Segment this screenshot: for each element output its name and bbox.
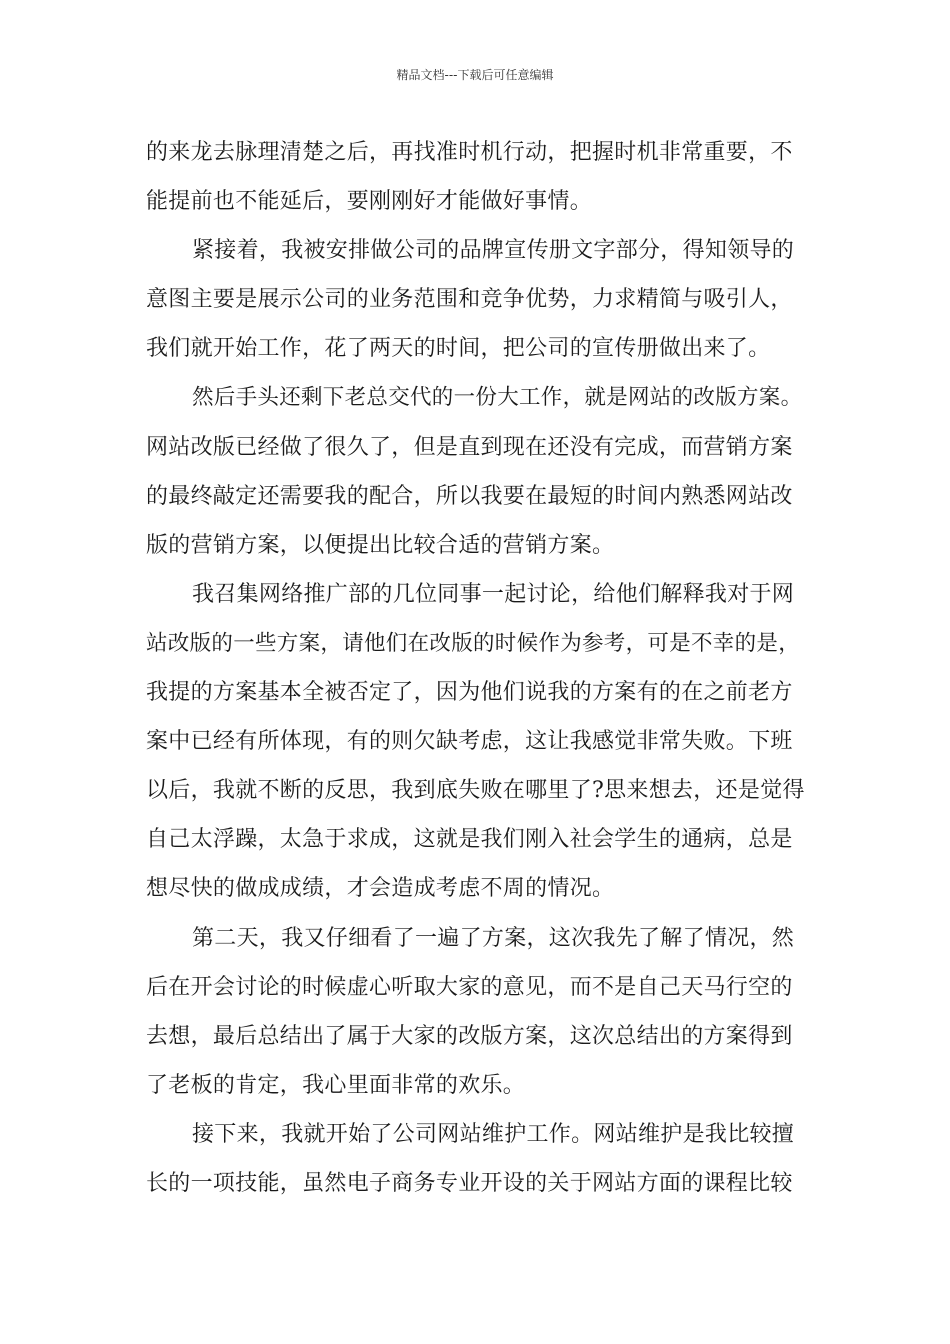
text-line: 想尽快的做成成绩，才会造成考虑不周的情况。 (146, 876, 615, 902)
paragraph-first-line: 我召集网络推广部的几位同事一起讨论，给他们解释我对于网 (192, 581, 795, 607)
text-line: 后在开会讨论的时候虚心听取大家的意见，而不是自己天马行空的 (146, 974, 793, 1000)
paragraph-first-line: 然后手头还剩下老总交代的一份大工作，就是网站的改版方案。 (192, 385, 803, 411)
text-line: 意图主要是展示公司的业务范围和竞争优势，力求精简与吸引人， (146, 287, 793, 313)
text-line: 能提前也不能延后，要刚刚好才能做好事情。 (146, 189, 593, 215)
paragraph-first-line: 接下来，我就开始了公司网站维护工作。网站维护是我比较擅 (192, 1121, 795, 1147)
text-line: 我们就开始工作，花了两天的时间，把公司的宣传册做出来了。 (146, 336, 771, 362)
paragraph-first-line: 第二天，我又仔细看了一遍了方案，这次我先了解了情况，然 (192, 925, 795, 951)
text-line: 案中已经有所体现，有的则欠缺考虑，这让我感觉非常失败。下班 (146, 729, 793, 755)
text-line: 的来龙去脉理清楚之后，再找准时机行动，把握时机非常重要，不 (146, 140, 793, 165)
text-line: 站改版的一些方案，请他们在改版的时候作为参考，可是不幸的是， (146, 630, 801, 656)
paragraph-first-line: 紧接着，我被安排做公司的品牌宣传册文字部分，得知领导的 (192, 238, 795, 264)
text-line: 去想，最后总结出了属于大家的改版方案，这次总结出的方案得到 (146, 1023, 793, 1049)
text-line: 长的一项技能，虽然电子商务专业开设的关于网站方面的课程比较 (146, 1170, 793, 1196)
text-line: 以后，我就不断的反思，我到底失败在哪里了?思来想去，还是觉得 (146, 778, 805, 804)
text-line: 自己太浮躁，太急于求成，这就是我们刚入社会学生的通病，总是 (146, 827, 793, 853)
page-header: 精品文档---下载后可任意编辑 (396, 68, 554, 82)
document-body (146, 128, 811, 1208)
text-line: 的最终敲定还需要我的配合，所以我要在最短的时间内熟悉网站改 (146, 483, 793, 509)
text-line: 版的营销方案，以便提出比较合适的营销方案。 (146, 532, 615, 558)
text-line: 了老板的肯定，我心里面非常的欢乐。 (146, 1072, 526, 1098)
text-line: 我提的方案基本全被否定了，因为他们说我的方案有的在之前老方 (146, 680, 793, 706)
text-line: 网站改版已经做了很久了，但是直到现在还没有完成，而营销方案 (146, 434, 793, 460)
